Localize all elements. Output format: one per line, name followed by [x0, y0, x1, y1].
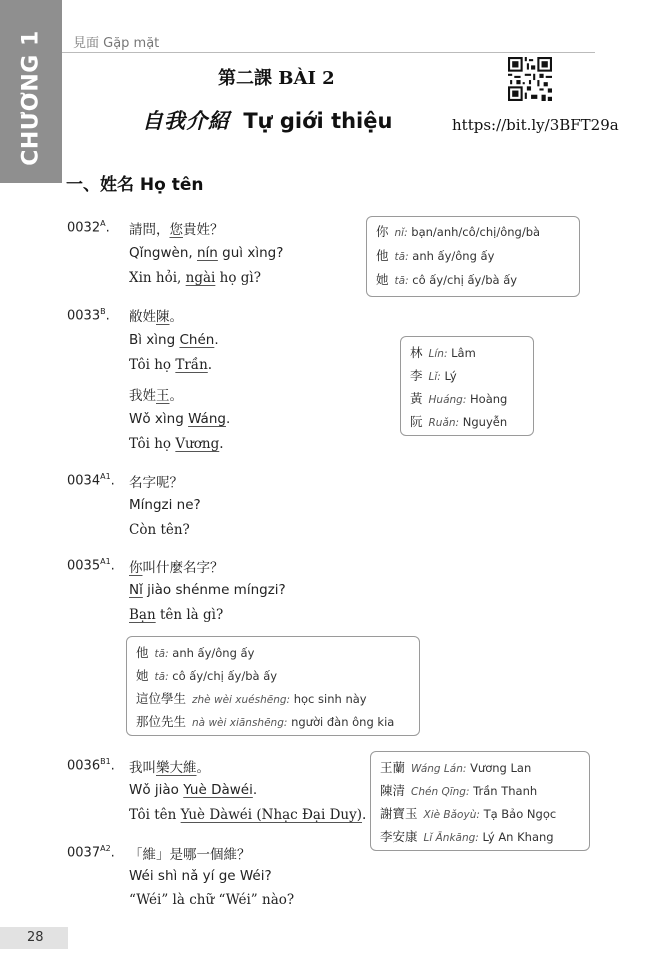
line-pinyin: Bì xìng Chén. [129, 332, 219, 348]
line-vietnamese: Tôi họ Trần. [129, 357, 213, 373]
line-vietnamese: Tôi họ Vương. [129, 436, 224, 452]
line-vietnamese: Tôi tên Yuè Dàwéi (Nhạc Đại Duy). [129, 807, 367, 823]
lesson-title-vietnamese: Tự giới thiệu [243, 109, 393, 133]
line-vietnamese: Xin hỏi, ngài họ gì? [129, 270, 261, 286]
page-number: 28 [0, 927, 68, 949]
chapter-side-tab [0, 0, 62, 183]
vocab-row: 那位先生 nà wèi xiānshēng: người đàn ông kia [136, 714, 395, 729]
line-pinyin: Wǒ xìng Wáng. [129, 411, 231, 427]
entry-number: $0036^{B1}$. [67, 757, 115, 774]
line-chinese: 請問，您貴姓？ [129, 222, 224, 238]
vocab-row: 李 Lǐ: Lý [410, 368, 457, 383]
lesson-title-chinese: 自我介紹 [142, 108, 230, 133]
header-divider [62, 52, 595, 53]
line-pinyin: Qǐngwèn, nín guì xìng? [129, 245, 284, 261]
vocab-row: 他 tā: anh ấy/ông ấy [376, 248, 495, 263]
lesson-link[interactable]: https://bit.ly/3BFT29a [452, 116, 619, 134]
entry-number: $0034^{A1}$. [67, 472, 115, 489]
vocab-row: 李安康 Lǐ Ānkāng: Lý An Khang [380, 829, 554, 844]
line-chinese: 名字呢？ [129, 475, 183, 491]
vocab-row: 王蘭 Wáng Lán: Vương Lan [380, 760, 532, 775]
entry-number: $0037^{A2}$. [67, 844, 115, 861]
vocab-row: 林 Lín: Lâm [410, 345, 476, 360]
vocab-row: 他 tā: anh ấy/ông ấy [136, 645, 255, 660]
line-vietnamese: “Wéi” là chữ “Wéi” nào? [129, 892, 295, 908]
line-chinese: 你叫什麼名字？ [129, 560, 224, 576]
line-vietnamese: Bạn tên là gì? [129, 607, 224, 623]
entry-number: $0035^{A1}$. [67, 557, 115, 574]
chapter-label: CHƯƠNG 1 [18, 30, 44, 166]
vocab-box-pronouns [366, 216, 580, 297]
vocab-row: 黃 Huáng: Hoàng [410, 391, 508, 406]
vocab-box-surnames [400, 336, 534, 436]
line-pinyin: Wǒ jiào Yuè Dàwéi. [129, 782, 258, 798]
vocab-box-names [370, 751, 590, 851]
lesson-title [142, 105, 392, 135]
lesson-number: 第二課 BÀI 2 [218, 68, 335, 89]
vocab-row: 她 tā: cô ấy/chị ấy/bà ấy [136, 668, 278, 683]
line-chinese: 我姓王。 [129, 388, 183, 404]
line-vietnamese: Còn tên? [129, 522, 190, 538]
running-header: 見面 Gặp mặt [73, 36, 160, 51]
line-chinese: 「維」是哪一個維？ [129, 847, 251, 863]
vocab-row: 她 tā: cô ấy/chị ấy/bà ấy [376, 272, 518, 287]
line-chinese: 我叫樂大維。 [129, 760, 210, 776]
entry-number: $0033^B$. [67, 307, 110, 324]
vocab-row: 這位學生 zhè wèi xuéshēng: học sinh này [136, 691, 367, 706]
vocab-box-people [126, 636, 420, 736]
vocab-row: 謝寶玉 Xiè Bǎoyù: Tạ Bảo Ngọc [380, 806, 557, 821]
vocab-row: 陳清 Chén Qīng: Trần Thanh [380, 783, 538, 798]
vocab-row: 阮 Ruǎn: Nguyễn [410, 414, 508, 429]
line-pinyin: Míngzi ne? [129, 497, 201, 513]
entry-number: $0032^A$. [67, 219, 110, 236]
line-pinyin: Nǐ jiào shénme míngzi? [129, 582, 286, 598]
line-chinese: 敝姓陳。 [129, 309, 183, 325]
qr-code-icon[interactable] [508, 57, 552, 101]
line-pinyin: Wéi shì nǎ yí ge Wéi? [129, 868, 272, 884]
section-title: 一、姓名 Họ tên [66, 175, 204, 195]
vocab-row: 你 nǐ: bạn/anh/cô/chị/ông/bà [376, 224, 541, 239]
